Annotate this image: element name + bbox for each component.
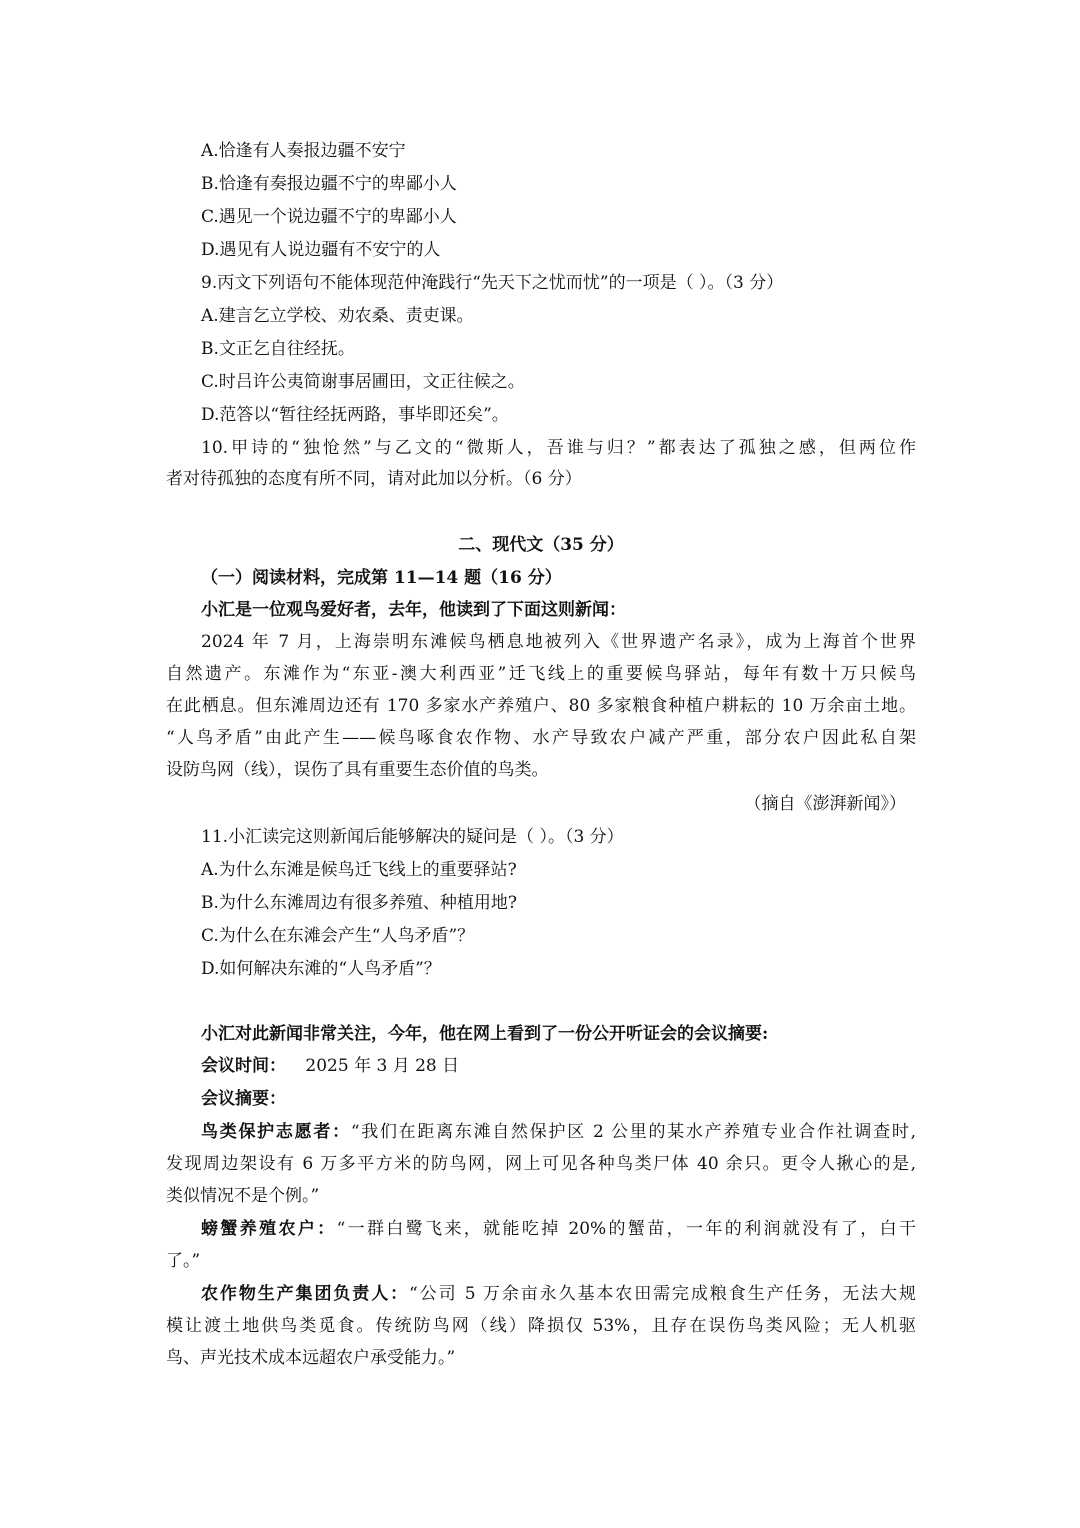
speaker-3-line-1 — [201, 1283, 916, 1305]
meeting-time-label: 会议时间： — [201, 1056, 286, 1076]
q9-stem: 9.丙文下列语句不能体现范仲淹践行“先天下之忧而忧”的一项是（ ）。（3 分） — [201, 273, 784, 293]
speaker-1-line-2: 发现周边架设有 6 万多平方米的防鸟网，网上可见各种鸟类尸体 40 余只。更令人揪心的是, — [166, 1154, 916, 1174]
q9-option-d: D.范答以“暂往经抚两路，事毕即还矣”。 — [201, 405, 509, 425]
speaker-2-line-2: 了。” — [166, 1251, 201, 1271]
meeting-time-value: 2025 年 3 月 28 日 — [305, 1056, 460, 1076]
news-line-5: 设防鸟网（线），误伤了具有重要生态价值的鸟类。 — [166, 760, 549, 780]
q8-option-c: C.遇见一个说边疆不宁的卑鄙小人 — [201, 207, 457, 227]
q9-option-c: C.时吕许公夷简谢事居圃田，文正往候之。 — [201, 372, 525, 392]
section-2-subtitle: （一）阅读材料，完成第 11—14 题（16 分） — [201, 568, 562, 588]
news-line-2: 自然遗产。东滩作为“东亚-澳大利西亚”迁飞线上的重要候鸟驿站，每年有数十万只候鸟 — [166, 664, 916, 684]
q8-option-d: D.遇见有人说边疆有不安宁的人 — [201, 240, 441, 260]
speaker-3-line-2: 模让渡土地供鸟类觅食。传统防鸟网（线）降损仅 53%，且存在误伤鸟类风险；无人机驱 — [166, 1316, 916, 1336]
q9-option-b: B.文正乞自往经抚。 — [201, 339, 355, 359]
news-line-3: 在此栖息。但东滩周边还有 170 多家水产养殖户、80 多家粮食种植户耕耘的 10 万余亩土地。 — [166, 696, 916, 716]
news-line-4: “人鸟矛盾”由此产生——候鸟啄食农作物、水产导致农户减产严重，部分农户因此私自架 — [166, 728, 916, 748]
section-2-intro: 小汇是一位观鸟爱好者，去年，他读到了下面这则新闻： — [201, 600, 626, 620]
q11-option-d: D.如何解决东滩的“人鸟矛盾”？ — [201, 959, 441, 979]
q8-option-a: A.恰逢有人奏报边疆不安宁 — [201, 141, 406, 161]
q11-option-b: B.为什么东滩周边有很多养殖、种植用地? — [201, 893, 518, 913]
q8-option-b: B.恰逢有奏报边疆不宁的卑鄙小人 — [201, 174, 457, 194]
speaker-2-text-1: “一群白鹭飞来，就能吃掉 20%的蟹苗，一年的利润就没有了，白干 — [336, 1219, 917, 1239]
q10-line-1: 10.甲诗的“独怆然”与乙文的“微斯人，吾谁与归？”都表达了孤独之感，但两位作 — [201, 438, 916, 458]
speaker-3-line-3: 鸟、声光技术成本远超农户承受能力。” — [166, 1348, 456, 1368]
speaker-1-text-1: “我们在距离东滩自然保护区 2 公里的某水产养殖专业合作社调查时, — [350, 1122, 917, 1142]
meeting-time — [201, 1055, 916, 1077]
q11-option-a: A.为什么东滩是候鸟迁飞线上的重要驿站? — [201, 860, 517, 880]
q9-option-a: A.建言乞立学校、劝农桑、责吏课。 — [201, 306, 474, 326]
speaker-1-line-3: 类似情况不是个例。” — [166, 1186, 320, 1206]
meeting-summary-label: 会议摘要： — [201, 1089, 286, 1109]
news-line-1: 2024 年 7 月，上海崇明东滩候鸟栖息地被列入《世界遗产名录》，成为上海首个世界 — [201, 632, 916, 652]
q11-option-c: C.为什么在东滩会产生“人鸟矛盾”？ — [201, 926, 475, 946]
speaker-1-line-1 — [201, 1121, 916, 1143]
hearing-intro: 小汇对此新闻非常关注，今年，他在网上看到了一份公开听证会的会议摘要: — [201, 1024, 769, 1044]
speaker-2-line-1 — [201, 1218, 916, 1240]
speaker-3-text-1: “公司 5 万余亩永久基本农田需完成粮食生产任务，无法大规 — [409, 1284, 916, 1304]
q11-stem: 11.小汇读完这则新闻后能够解决的疑问是（ ）。（3 分） — [201, 827, 624, 847]
speaker-3-label: 农作物生产集团负责人： — [201, 1284, 410, 1304]
speaker-2-label: 螃蟹养殖农户： — [201, 1219, 337, 1239]
news-source: （摘自《澎湃新闻》） — [744, 794, 906, 814]
q10-line-2: 者对待孤独的态度有所不同，请对此加以分析。（6 分） — [166, 469, 582, 489]
speaker-1-label: 鸟类保护志愿者： — [201, 1122, 351, 1142]
section-2-title: 二、现代文（35 分） — [458, 535, 624, 555]
